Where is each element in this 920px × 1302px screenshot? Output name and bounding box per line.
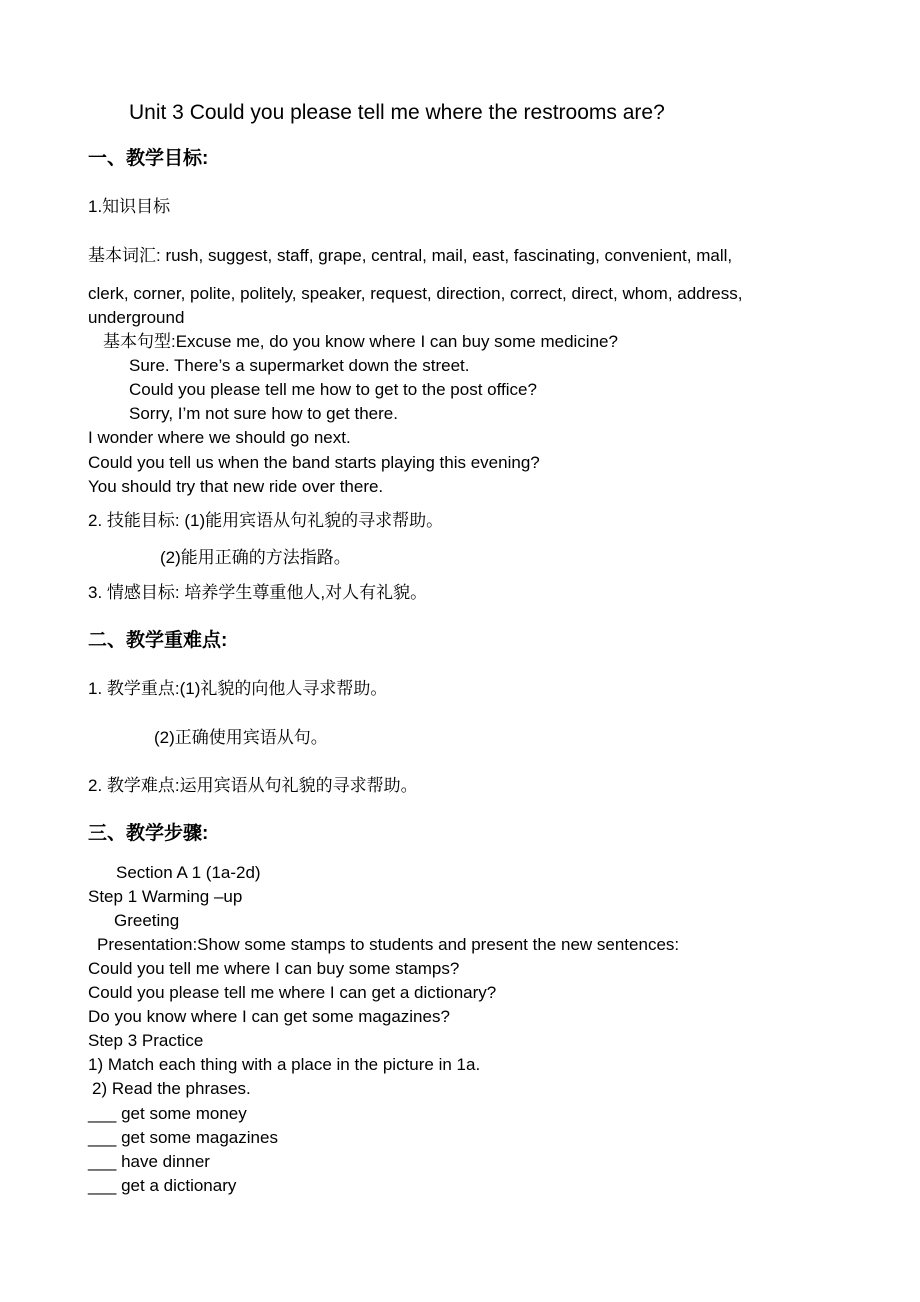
step-line: Step 1 Warming –up bbox=[88, 887, 243, 906]
step-line: 2) Read the phrases. bbox=[92, 1079, 251, 1098]
step-line: Step 3 Practice bbox=[88, 1031, 204, 1050]
step-line: Section A 1 (1a-2d) bbox=[116, 863, 261, 882]
sentence-pattern-line: Sorry, I’m not sure how to get there. bbox=[129, 404, 398, 423]
step-line: Could you tell me where I can buy some stamps? bbox=[88, 959, 460, 978]
vocabulary-line: underground bbox=[88, 308, 185, 327]
blank-item-line: ___ have dinner bbox=[88, 1152, 210, 1171]
vocabulary-line: 基本词汇: rush, suggest, staff, grape, central, mail, east, fascinating, convenient, mall, bbox=[88, 246, 733, 265]
step-line: Greeting bbox=[114, 911, 180, 930]
sentence-pattern-line: Could you please tell me how to get to the post office? bbox=[129, 380, 537, 399]
sentence-pattern-line: Sure. There’s a supermarket down the street. bbox=[129, 356, 470, 375]
section-heading-objectives: 一、教学目标: bbox=[88, 148, 209, 169]
section-heading-steps: 三、教学步骤: bbox=[88, 823, 209, 844]
step-line: 1) Match each thing with a place in the picture in 1a. bbox=[88, 1055, 481, 1074]
skill-objective-line: (2)能用正确的方法指路。 bbox=[160, 548, 351, 567]
sentence-pattern-line: I wonder where we should go next. bbox=[88, 428, 351, 447]
sentence-pattern-line: 基本句型:Excuse me, do you know where I can buy some medicine? bbox=[103, 332, 618, 351]
sentence-pattern-line: You should try that new ride over there. bbox=[88, 477, 384, 496]
step-line: Presentation:Show some stamps to students and present the new sentences: bbox=[97, 935, 680, 954]
section-heading-key-points: 二、教学重难点: bbox=[88, 630, 228, 651]
step-line: Could you please tell me where I can get a dictionary? bbox=[88, 983, 497, 1002]
sentence-pattern-line: Could you tell us when the band starts playing this evening? bbox=[88, 453, 540, 472]
key-point-line: 1. 教学重点:(1)礼貌的向他人寻求帮助。 bbox=[88, 679, 388, 698]
document-title: Unit 3 Could you please tell me where the restrooms are? bbox=[129, 101, 665, 124]
step-line: Do you know where I can get some magazines? bbox=[88, 1007, 450, 1026]
blank-item-line: ___ get a dictionary bbox=[88, 1176, 237, 1195]
vocabulary-line: clerk, corner, polite, politely, speaker, request, direction, correct, direct, whom, address, bbox=[88, 284, 743, 303]
knowledge-objectives-heading: 1.知识目标 bbox=[88, 197, 171, 216]
difficult-point-line: 2. 教学难点:运用宾语从句礼貌的寻求帮助。 bbox=[88, 776, 418, 795]
blank-item-line: ___ get some money bbox=[88, 1104, 247, 1123]
skill-objective-line: 2. 技能目标: (1)能用宾语从句礼貌的寻求帮助。 bbox=[88, 511, 444, 530]
key-point-line: (2)正确使用宾语从句。 bbox=[154, 728, 328, 747]
blank-item-line: ___ get some magazines bbox=[88, 1128, 278, 1147]
emotion-objective-line: 3. 情感目标: 培养学生尊重他人,对人有礼貌。 bbox=[88, 583, 428, 602]
